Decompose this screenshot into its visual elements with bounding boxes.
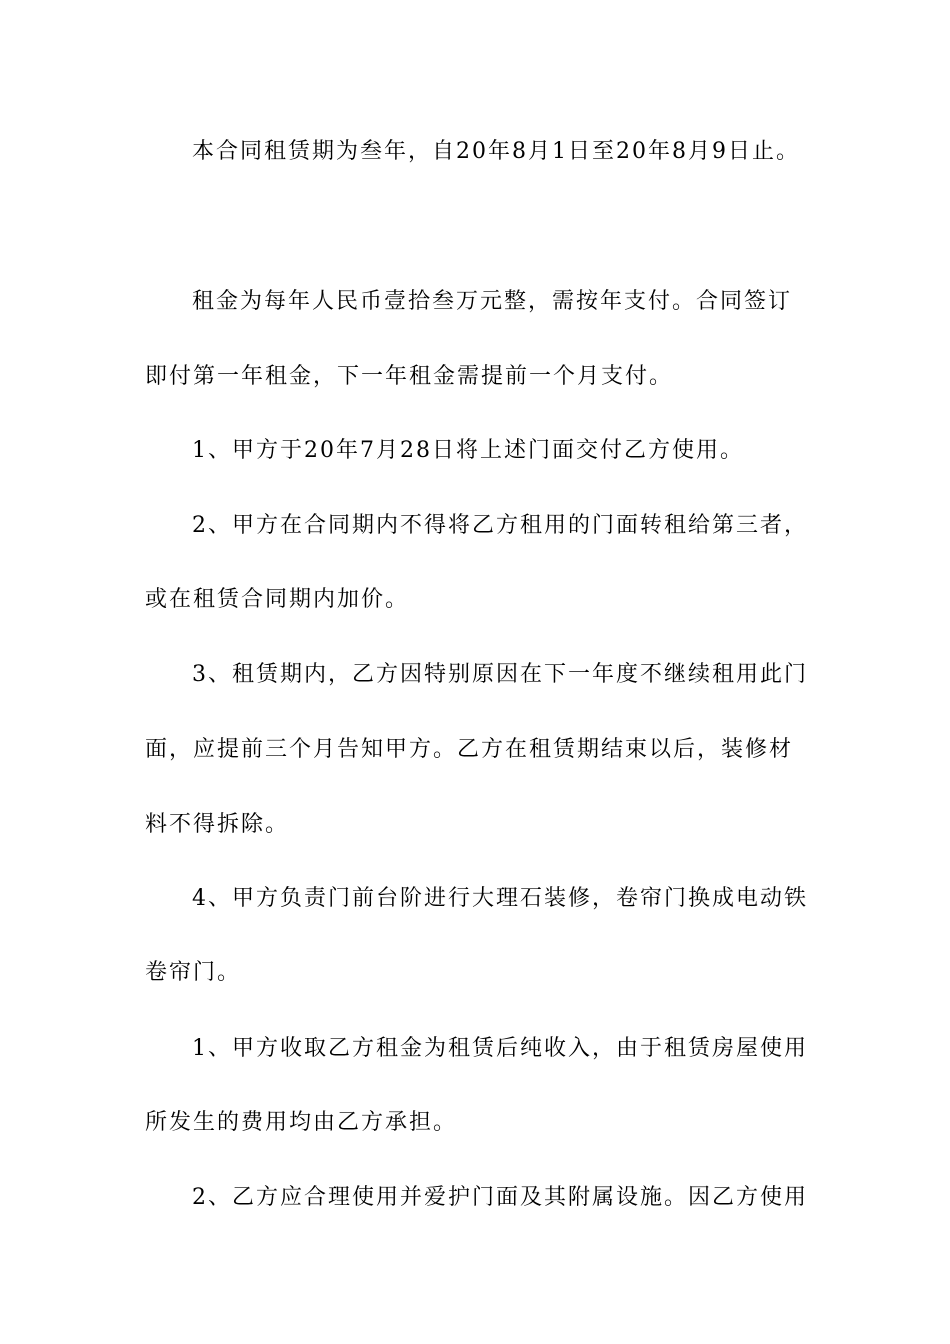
- lease-term-line: 本合同租赁期为叁年，自20年8月1日至20年8月9日止。: [192, 139, 800, 164]
- clause-1-line: 1、甲方于20年7月28日将上述门面交付乙方使用。: [192, 438, 744, 463]
- rent-line-1: 租金为每年人民币壹拾叁万元整，需按年支付。合同签订: [192, 289, 793, 314]
- clause-2-line-1: 2、甲方在合同期内不得将乙方租用的门面转租给第三者，: [192, 513, 808, 538]
- tenant-clause-2-line-1: 2、乙方应合理使用并爱护门面及其附属设施。因乙方使用: [192, 1185, 808, 1210]
- clause-4-line-1: 4、甲方负责门前台阶进行大理石装修，卷帘门换成电动铁: [192, 886, 808, 911]
- clause-4-line-2: 卷帘门。: [145, 960, 242, 985]
- clause-3-line-1: 3、租赁期内，乙方因特别原因在下一年度不继续租用此门: [192, 662, 808, 687]
- tenant-clause-1-line-1: 1、甲方收取乙方租金为租赁后纯收入，由于租赁房屋使用: [192, 1036, 808, 1061]
- clause-3-line-3: 料不得拆除。: [145, 812, 290, 837]
- clause-2-line-2: 或在租赁合同期内加价。: [145, 587, 410, 612]
- tenant-clause-1-line-2: 所发生的费用均由乙方承担。: [145, 1110, 458, 1135]
- clause-3-line-2: 面，应提前三个月告知甲方。乙方在租赁期结束以后，装修材: [145, 737, 794, 762]
- rent-line-2: 即付第一年租金，下一年租金需提前一个月支付。: [145, 364, 674, 389]
